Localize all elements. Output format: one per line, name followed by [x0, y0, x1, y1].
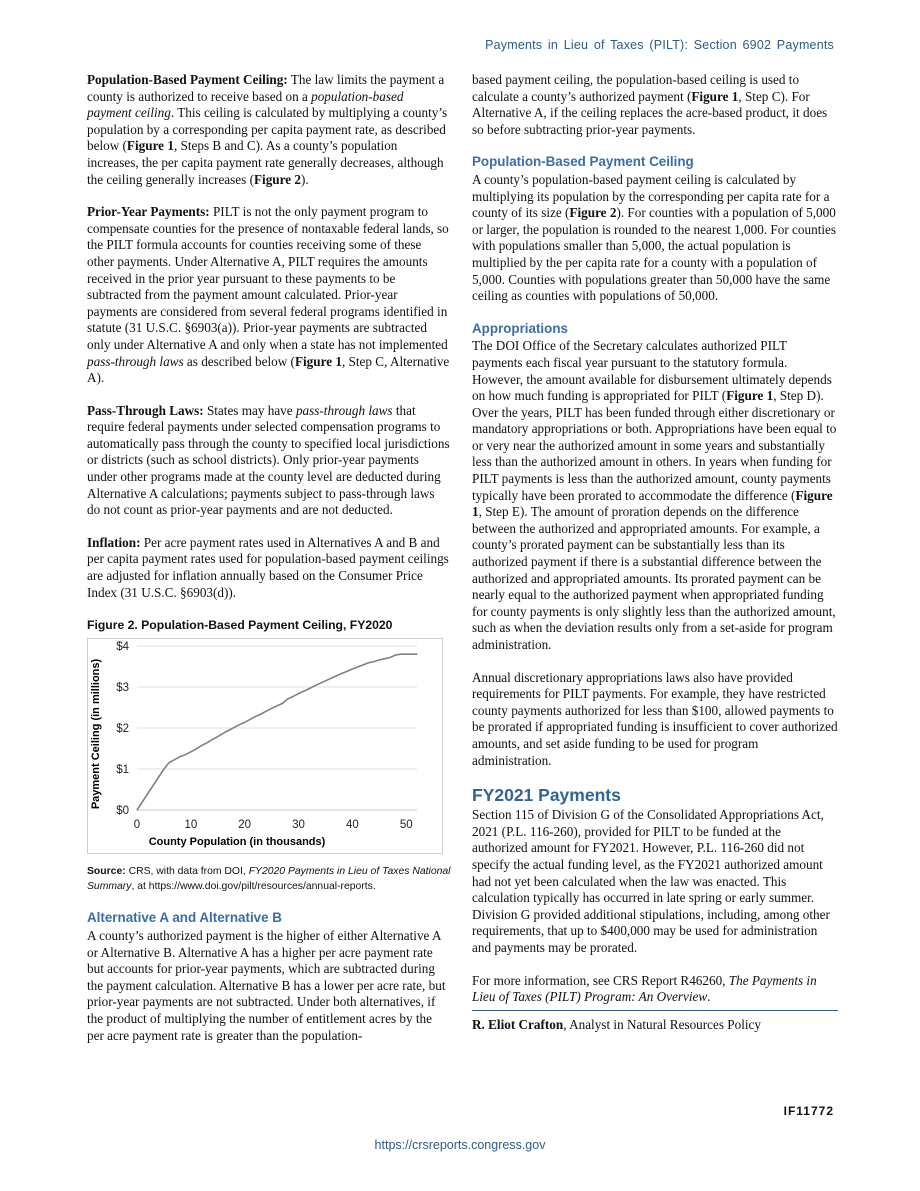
- paragraph-alternatives: A county’s authorized payment is the higher of either Alternative A or Alternative B. Alternative A has a higher per acre payment rate but accounts for prior-year payments, which are subtracted during the payment calculation. Alternative B has a lower per acre rate, but prior-year payments are not subtracted. Under both alternatives, if the product of multiplying the number of entitlement acres by the per acre payment rate is greater than the population-: [87, 928, 446, 1043]
- x-tick-label: 50: [399, 818, 413, 831]
- data-point: [249, 719, 250, 720]
- data-point: [293, 696, 294, 697]
- figure-title: Figure 2. Population-Based Payment Ceiling, FY2020: [87, 618, 393, 633]
- figure-source: [87, 864, 451, 894]
- data-point: [190, 751, 191, 752]
- data-point: [206, 742, 207, 743]
- chart-frame: [88, 638, 443, 853]
- data-point: [384, 658, 385, 659]
- data-point: [282, 703, 283, 704]
- data-point: [260, 713, 261, 714]
- y-tick-label: $4: [116, 640, 129, 653]
- emphasis: population-based payment ceiling: [87, 88, 404, 121]
- data-point: [201, 745, 202, 746]
- emphasis: FY2020 Payments in Lieu of Taxes National Summary: [87, 866, 451, 893]
- footer-url[interactable]: https://crsreports.congress.gov: [374, 1138, 546, 1152]
- figure-reference: Figure 1: [472, 487, 833, 520]
- report-title: The Payments in Lieu of Taxes (PILT) Program: An Overview: [472, 972, 817, 1005]
- text: ). For counties with a population of 5,000 or larger, the population is rounded to the nearest 1,000. For counties with populations smaller than 5,000, the actual population is multiplied by the per capita rate for a county with a population of 5,000. Counties with populations greater than 50,000 have the same ceiling as counties with populations of 50,000.: [472, 205, 837, 304]
- text: , Step E). The amount of proration depends on the difference between the authorized and appropriated amounts. For example, a county’s prorated payment can be substantially less than its authorized payment if there is a substantial difference between the authorized and appropriated amounts. Its prorated payment can be nearly equal to the authorized payment when appropriated funding for county payments is only slightly less than the authorized amount, such as when the deviation results only from a set-aside for program administration.: [472, 504, 836, 652]
- y-tick-label: $1: [116, 763, 129, 776]
- paragraph-population-ceiling: [87, 72, 451, 188]
- x-tick-label: 20: [238, 818, 252, 831]
- text: as described below (: [183, 353, 295, 369]
- data-point: [357, 666, 358, 667]
- text: , at https://www.doi.gov/pilt/resources/annual-reports.: [131, 881, 376, 893]
- x-tick-label: 10: [184, 818, 198, 831]
- text: , Step C). For Alternative A, if the ceiling replaces the acre-based product, it does so before subtracting prior-year payments.: [472, 88, 828, 137]
- author-line: [472, 1017, 838, 1034]
- data-point: [266, 710, 267, 711]
- data-point: [352, 668, 353, 669]
- section-heading-population-ceiling: Population-Based Payment Ceiling: [472, 154, 694, 170]
- data-point: [233, 727, 234, 728]
- x-tick-label: 30: [292, 818, 305, 831]
- text: For more information, see CRS Report R46260,: [472, 972, 729, 988]
- data-point: [185, 754, 186, 755]
- paragraph-lead: Population-Based Payment Ceiling:: [87, 72, 288, 87]
- paragraph-lead: Inflation:: [87, 534, 141, 550]
- data-point: [416, 653, 417, 654]
- population-ceiling-chart: [87, 638, 443, 854]
- y-axis-label: Payment Ceiling (in millions): [90, 658, 102, 809]
- data-point: [223, 733, 224, 734]
- x-tick-label: 0: [133, 818, 141, 831]
- paragraph-population-ceiling-detail: [472, 172, 838, 305]
- report-id: IF11772: [783, 1104, 834, 1118]
- data-point: [239, 724, 240, 725]
- paragraph-fy2021: Section 115 of Division G of the Consolidated Appropriations Act, 2021 (P.L. 116-260), provided for PILT to be funded at the authorized amount for FY2021. However, P.L. 116-260 did not specify the actual funding level, as the FY2021 authorized amount had not yet been calculated when the law was enacted. This calculation typically has occurred in late spring or early summer. Division G provided additional stipulations, including, among other requirements, that up to $400,000 may be used for administration and payments may be prorated.: [472, 807, 830, 955]
- figure-reference: Figure 2: [569, 205, 617, 221]
- emphasis: pass-through laws: [295, 402, 393, 418]
- data-point: [346, 671, 347, 672]
- emphasis: pass-through laws: [87, 353, 184, 369]
- text: States may have: [203, 402, 296, 418]
- text: based payment ceiling, the population-based ceiling is used to calculate a county’s authorized payment (: [472, 72, 800, 104]
- section-heading-alternatives: Alternative A and Alternative B: [87, 910, 282, 926]
- text: ).: [300, 171, 309, 187]
- author-rule: [472, 1010, 838, 1011]
- data-point: [287, 698, 288, 699]
- author-role: , Analyst in Natural Resources Policy: [563, 1016, 761, 1032]
- paragraph-appropriations: [472, 338, 838, 653]
- figure-reference: Figure 1: [726, 388, 774, 404]
- data-point: [373, 661, 374, 662]
- figure-reference: Figure 1: [294, 353, 342, 369]
- data-point: [319, 683, 320, 684]
- figure-reference: Figure 2: [253, 171, 301, 187]
- paragraph-prior-year: [87, 204, 451, 387]
- text: , Step D). Over the years, PILT has been funded through either discretionary or mandatory appropriations or both. Appropriations have been equal to or very near the authorized amount in some years and substantially less than the authorized amount in others. In years when funding for PILT payments is less than the authorized amount, county payments typically have been prorated to accommodate the difference (: [472, 388, 837, 503]
- paragraph-inflation: [87, 535, 451, 601]
- data-point: [389, 657, 390, 658]
- text: . This ceiling is calculated by multiplying a county’s population by a corresponding per capita payment rate, as described below (: [87, 105, 448, 154]
- section-heading-fy2021: FY2021 Payments: [472, 785, 621, 806]
- data-point: [395, 654, 396, 655]
- data-point: [271, 708, 272, 709]
- data-point: [406, 653, 407, 654]
- data-point: [298, 693, 299, 694]
- data-point: [400, 653, 401, 654]
- data-point: [368, 662, 369, 663]
- data-point: [174, 759, 175, 760]
- text: A county’s population-based payment ceiling is calculated by multiplying its population by the corresponding per capita rate for a county of its size (: [472, 171, 830, 221]
- running-header: Payments in Lieu of Taxes (PILT): Section 6902 Payments: [485, 38, 834, 52]
- text: , Steps B and C). As a county’s population increases, the per capita payment rate generally decreases, although the ceiling generally increases (: [87, 138, 444, 187]
- data-point: [163, 768, 164, 769]
- data-point: [330, 678, 331, 679]
- author-name: R. Eliot Crafton: [472, 1016, 564, 1032]
- text: PILT is not the only payment program to compensate counties for the presence of nontaxable federal lands, so the PILT formula accounts for counties receiving some of these other payments. Under Alternative A, PILT requires the amounts received in the prior year pursuant to these payments to be subtracted from the payment amount calculated. Prior-year payments are considered from several federal programs identified in statute (31 U.S.C. §6903(a)). Prior-year payments are subtracted only under Alternative A and only when a state has not implemented: [87, 204, 449, 352]
- data-point: [303, 690, 304, 691]
- text: Per acre payment rates used in Alternatives A and B and per capita payment rates used for population-based payment ceilings are adjusted for inflation annually based on the Consumer Price Index (31 U.S.C. §6903(d)).: [87, 534, 449, 600]
- data-point: [411, 653, 412, 654]
- paragraph-annual-appropriations: Annual discretionary appropriations laws also have provided requirements for PILT payments. For example, they have restricted county payments authorized for less than $100, allowed payments to be prorated if appropriated funding is insufficient to cover authorized amounts, and set aside funding to be used for program administration.: [472, 669, 838, 768]
- data-point: [136, 809, 137, 810]
- x-axis-label: County Population (in thousands): [148, 835, 326, 848]
- text: The DOI Office of the Secretary calculates authorized PILT payments each fiscal year pursuant to the statutory formula. However, the amount available for disbursement ultimately depends on how much funding is appropriated for PILT (: [472, 338, 832, 404]
- data-point: [244, 721, 245, 722]
- section-heading-appropriations: Appropriations: [472, 320, 568, 336]
- data-point: [325, 680, 326, 681]
- right-column: [472, 72, 838, 1033]
- data-point: [228, 730, 229, 731]
- data-point: [341, 673, 342, 674]
- figure-reference: Figure 1: [126, 138, 174, 154]
- data-point: [309, 688, 310, 689]
- y-tick-label: $2: [116, 722, 129, 735]
- left-column: [87, 72, 451, 1044]
- data-point: [179, 756, 180, 757]
- data-point: [363, 664, 364, 665]
- data-point: [217, 736, 218, 737]
- paragraph-lead: Prior-Year Payments:: [87, 204, 210, 220]
- data-point: [255, 716, 256, 717]
- text: The law limits the payment a county is authorized to receive based on a: [87, 72, 445, 104]
- data-point: [314, 685, 315, 686]
- data-point: [212, 739, 213, 740]
- text: .: [707, 989, 711, 1005]
- x-tick-label: 40: [345, 818, 359, 831]
- paragraph-more-info: [472, 973, 838, 1006]
- data-point: [196, 748, 197, 749]
- data-point: [169, 762, 170, 763]
- paragraph-lead: Pass-Through Laws:: [87, 402, 204, 418]
- paragraph-pass-through: [87, 403, 451, 519]
- figure-reference: Figure 1: [691, 88, 739, 104]
- text: that require federal payments under selected compensation programs to automatically pass through the county to specified local jurisdictions or districts (such as school districts). Only prior-year payments under other programs made at the county level are deducted during Alternative A calculations; payments subject to pass-through laws do not count as prior-year payments and are not deducted.: [87, 402, 450, 518]
- paragraph-ceiling-continued: [472, 72, 838, 138]
- y-tick-label: $0: [116, 804, 129, 817]
- source-label: Source:: [87, 866, 126, 878]
- text: , Step C, Alternative A).: [87, 353, 450, 386]
- text: CRS, with data from DOI,: [125, 866, 249, 878]
- y-tick-label: $3: [116, 681, 129, 694]
- data-point: [276, 705, 277, 706]
- data-point: [336, 675, 337, 676]
- data-point: [379, 659, 380, 660]
